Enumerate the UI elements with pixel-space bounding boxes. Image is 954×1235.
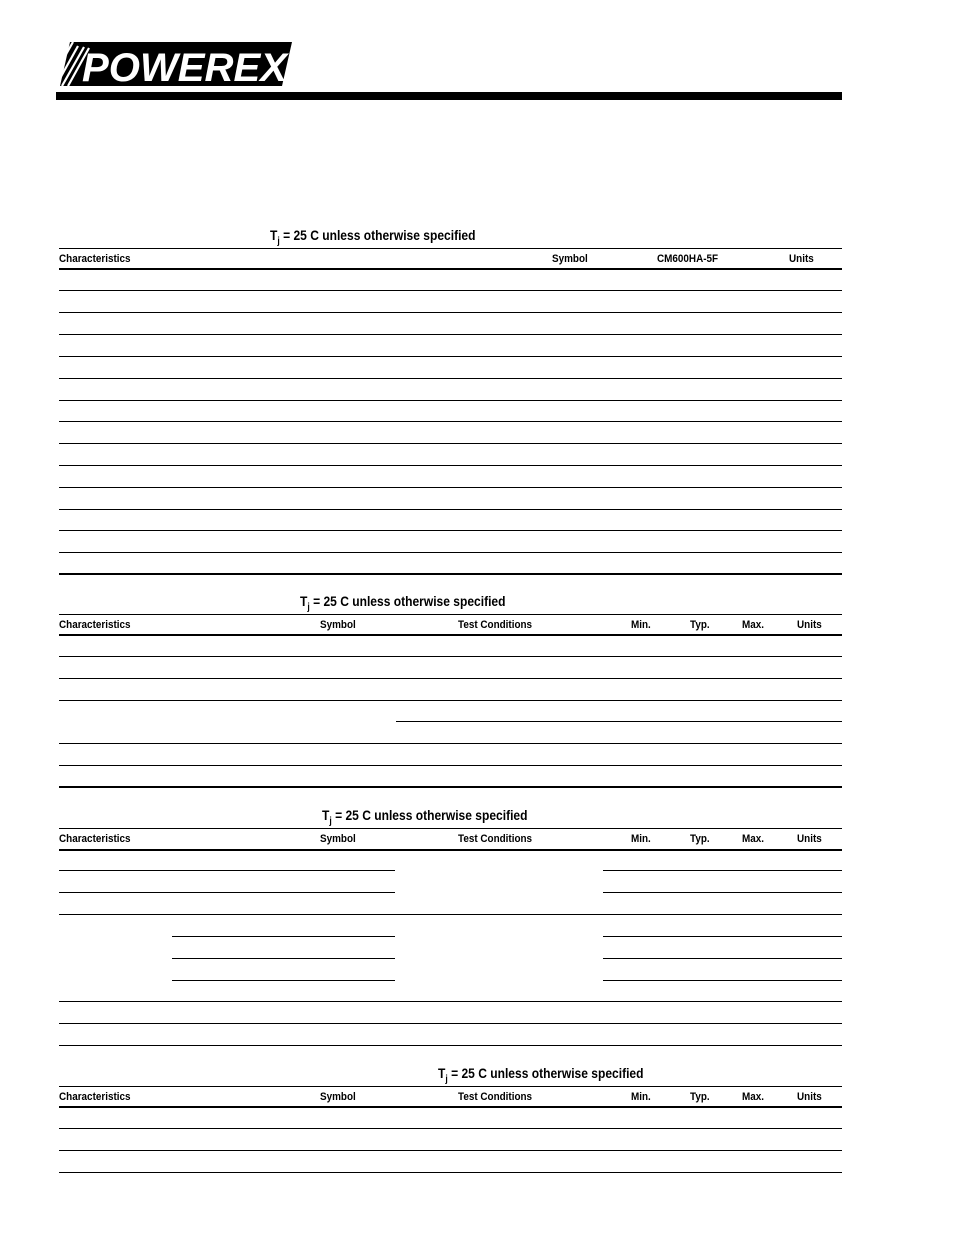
- table-row-rule: [59, 1001, 842, 1002]
- table-row-rule-partial: [172, 936, 395, 937]
- section-2-header-min: Min.: [631, 619, 651, 631]
- table-row-rule: [59, 678, 842, 679]
- section-2-header-test-conditions: Test Conditions: [458, 619, 533, 631]
- table-row-rule: [59, 356, 842, 357]
- table-row-rule: [59, 465, 842, 466]
- section-1-header-model: CM600HA-5F: [657, 253, 719, 265]
- section-4-header-min: Min.: [631, 1091, 651, 1103]
- section-4-header-max: Max.: [742, 1091, 765, 1103]
- section-3-header-characteristics: Characteristics: [59, 833, 131, 845]
- section-3-header-rule: [59, 849, 842, 851]
- section-3-bottom-rule: [59, 1045, 842, 1046]
- table-row-rule: [59, 334, 842, 335]
- section-4-condition: $T_j = 25$ C unless otherwise specified: [438, 1065, 644, 1085]
- table-row-rule-partial: [59, 870, 395, 871]
- section-3-header-min: Min.: [631, 833, 651, 845]
- section-3-header-max: Max.: [742, 833, 765, 845]
- section-4-header-symbol: Symbol: [320, 1091, 356, 1103]
- table-row-rule: [59, 509, 842, 510]
- table-row-rule-partial: [603, 870, 842, 871]
- section-3-header-test-conditions: Test Conditions: [458, 833, 533, 845]
- table-row-rule: [59, 443, 842, 444]
- section-1-header-characteristics: Characteristics: [59, 253, 131, 265]
- section-1-header-rule: [59, 268, 842, 270]
- table-row-rule-partial: [603, 980, 842, 981]
- table-row-rule: [59, 1023, 842, 1024]
- section-3-top-rule: [59, 828, 842, 829]
- table-row-rule: [59, 765, 842, 766]
- section-4-top-rule: [59, 1086, 842, 1087]
- section-4-header-test-conditions: Test Conditions: [458, 1091, 533, 1103]
- table-row-rule: [59, 312, 842, 313]
- section-1-header-units: Units: [789, 253, 814, 265]
- table-row-rule-partial: [172, 980, 395, 981]
- section-4-header-rule: [59, 1106, 842, 1108]
- table-row-rule: [59, 1150, 842, 1151]
- table-row-rule: [59, 421, 842, 422]
- table-row-rule-partial: [603, 936, 842, 937]
- table-row-rule: [59, 700, 842, 701]
- table-row-rule-partial: [396, 721, 842, 722]
- table-row-rule: [59, 914, 842, 915]
- table-row-rule: [59, 530, 842, 531]
- powerex-logo: [56, 42, 292, 86]
- section-1-bottom-rule: [59, 573, 842, 575]
- table-row-rule: [59, 656, 842, 657]
- section-2-top-rule: [59, 614, 842, 615]
- section-1-condition: $T_j = 25$ C unless otherwise specified: [270, 227, 476, 247]
- section-1-header-symbol: Symbol: [552, 253, 588, 265]
- section-2-header-units: Units: [797, 619, 822, 631]
- table-row-rule-partial: [603, 958, 842, 959]
- section-2-condition: $T_j = 25$ C unless otherwise specified: [300, 593, 506, 613]
- section-2-header-characteristics: Characteristics: [59, 619, 131, 631]
- section-2-bottom-rule: [59, 786, 842, 788]
- table-row-rule: [59, 290, 842, 291]
- section-4-bottom-rule: [59, 1172, 842, 1173]
- section-2-header-typ: Typ.: [690, 619, 710, 631]
- section-1-top-rule: [59, 248, 842, 249]
- section-3-header-units: Units: [797, 833, 822, 845]
- section-3-condition: $T_j = 25$ C unless otherwise specified: [322, 807, 528, 827]
- section-2-header-max: Max.: [742, 619, 765, 631]
- section-4-header-typ: Typ.: [690, 1091, 710, 1103]
- section-2-header-symbol: Symbol: [320, 619, 356, 631]
- table-row-rule: [59, 400, 842, 401]
- header-rule: [56, 92, 842, 100]
- section-3-header-typ: Typ.: [690, 833, 710, 845]
- section-3-header-symbol: Symbol: [320, 833, 356, 845]
- table-row-rule: [59, 552, 842, 553]
- table-row-rule: [59, 378, 842, 379]
- section-4-header-units: Units: [797, 1091, 822, 1103]
- section-2-header-rule: [59, 634, 842, 636]
- table-row-rule: [59, 487, 842, 488]
- table-row-rule-partial: [603, 892, 842, 893]
- table-row-rule: [59, 1128, 842, 1129]
- section-4-header-characteristics: Characteristics: [59, 1091, 131, 1103]
- table-row-rule-partial: [59, 892, 395, 893]
- table-row-rule: [59, 743, 842, 744]
- logo-text: POWEREX: [82, 46, 290, 86]
- table-row-rule-partial: [172, 958, 395, 959]
